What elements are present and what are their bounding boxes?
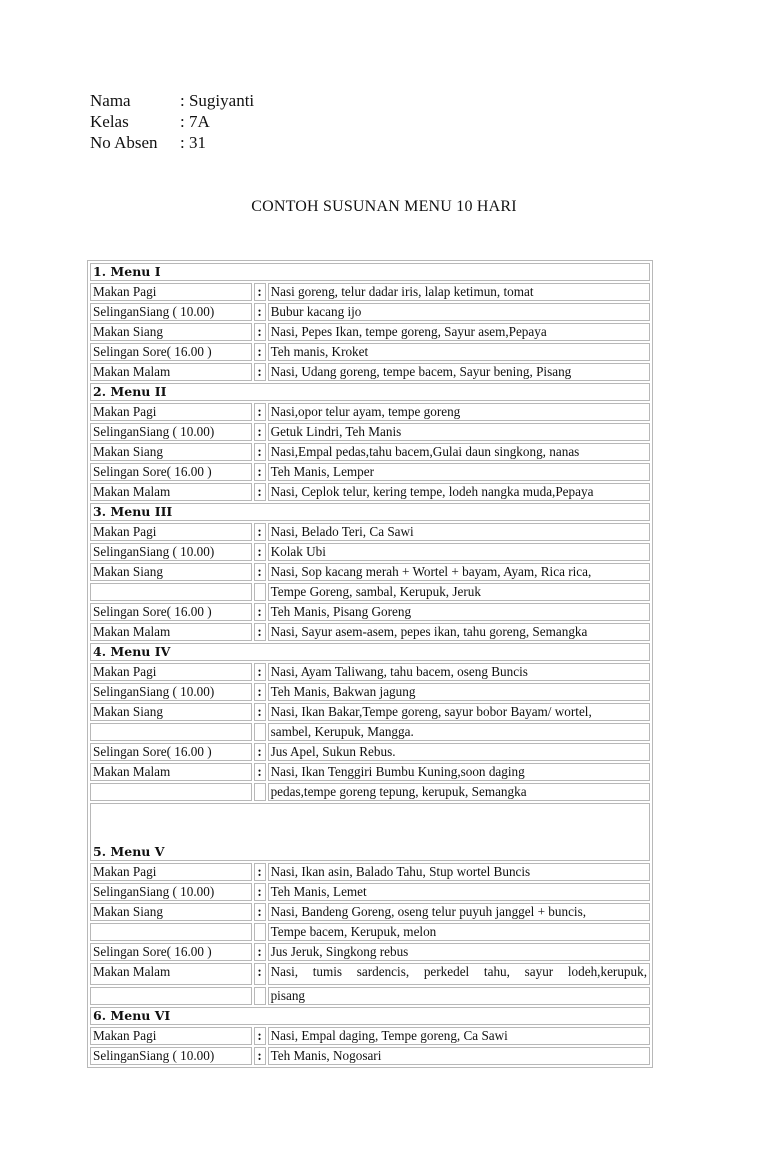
separator: : [254, 283, 266, 301]
meal-label: Makan Pagi [90, 403, 252, 421]
meal-label: Selingan Sore( 16.00 ) [90, 943, 252, 961]
page-title: CONTOH SUSUNAN MENU 10 HARI [251, 198, 517, 215]
menu-table [87, 260, 653, 1068]
meal-label [90, 583, 252, 601]
student-info [90, 90, 254, 153]
food-text: Nasi, Bandeng Goreng, oseng telur puyuh janggel + buncis, [268, 903, 650, 921]
meal-label: Makan Pagi [90, 663, 252, 681]
table-row [90, 723, 650, 741]
student-class-row [90, 111, 254, 132]
meal-label: Selingan Sore( 16.00 ) [90, 343, 252, 361]
food-text: Nasi, Ikan Bakar,Tempe goreng, sayur bobor Bayam/ wortel, [268, 703, 650, 721]
separator: : [254, 343, 266, 361]
food-text: Nasi, Empal daging, Tempe goreng, Ca Sawi [268, 1027, 650, 1045]
menu-heading: 2. Menu II [90, 383, 650, 401]
food-text: Nasi, Ikan asin, Balado Tahu, Stup wortel Buncis [268, 863, 650, 881]
separator [254, 723, 266, 741]
food-text: Teh Manis, Pisang Goreng [268, 603, 650, 621]
table-row [90, 663, 650, 681]
table-row [90, 923, 650, 941]
food-text: Tempe Goreng, sambal, Kerupuk, Jeruk [268, 583, 650, 601]
separator: : [254, 423, 266, 441]
meal-label: Makan Malam [90, 963, 252, 985]
table-row [90, 363, 650, 381]
separator: : [254, 663, 266, 681]
food-text: pedas,tempe goreng tepung, kerupuk, Semangka [268, 783, 650, 801]
menu-heading: 1. Menu I [90, 263, 650, 281]
class-label: Kelas [90, 112, 129, 131]
food-text: Nasi, Belado Teri, Ca Sawi [268, 523, 650, 541]
separator: : [254, 463, 266, 481]
food-text: Jus Jeruk, Singkong rebus [268, 943, 650, 961]
separator: : [254, 403, 266, 421]
table-row [90, 987, 650, 1005]
table-row [90, 783, 650, 801]
meal-label: Makan Siang [90, 323, 252, 341]
meal-label: Makan Siang [90, 563, 252, 581]
food-text: Nasi, Ceplok telur, kering tempe, lodeh nangka muda,Pepaya [268, 483, 650, 501]
section-header-row [90, 503, 650, 521]
food-text: Nasi,Empal pedas,tahu bacem,Gulai daun singkong, nanas [268, 443, 650, 461]
meal-label: Makan Siang [90, 703, 252, 721]
food-text: Nasi, tumis sardencis, perkedel tahu, sayur lodeh,kerupuk, [268, 963, 650, 985]
food-text: Teh Manis, Lemet [268, 883, 650, 901]
table-row [90, 863, 650, 881]
table-row [90, 683, 650, 701]
table-row [90, 963, 650, 985]
section-header-row [90, 383, 650, 401]
table-row [90, 423, 650, 441]
separator: : [254, 883, 266, 901]
separator: : [254, 1027, 266, 1045]
meal-label: SelinganSiang ( 10.00) [90, 303, 252, 321]
food-text: Teh Manis, Lemper [268, 463, 650, 481]
separator: : [254, 1047, 266, 1065]
meal-label: Makan Pagi [90, 283, 252, 301]
menu-heading: 3. Menu III [90, 503, 650, 521]
food-text: Nasi,opor telur ayam, tempe goreng [268, 403, 650, 421]
food-text: Getuk Lindri, Teh Manis [268, 423, 650, 441]
meal-label: Makan Malam [90, 483, 252, 501]
meal-label: Makan Malam [90, 363, 252, 381]
separator: : [254, 683, 266, 701]
food-text: Kolak Ubi [268, 543, 650, 561]
food-text: Jus Apel, Sukun Rebus. [268, 743, 650, 761]
table-row [90, 543, 650, 561]
table-row [90, 943, 650, 961]
food-text: Bubur kacang ijo [268, 303, 650, 321]
section-header-row [90, 263, 650, 281]
separator: : [254, 963, 266, 985]
section-header-row [90, 803, 650, 861]
food-text: Teh manis, Kroket [268, 343, 650, 361]
meal-label: Selingan Sore( 16.00 ) [90, 603, 252, 621]
separator: : [254, 523, 266, 541]
separator: : [254, 483, 266, 501]
meal-label [90, 923, 252, 941]
meal-label: Makan Siang [90, 443, 252, 461]
food-text: Nasi, Ikan Tenggiri Bumbu Kuning,soon daging [268, 763, 650, 781]
table-row [90, 1047, 650, 1065]
meal-label: Makan Malam [90, 623, 252, 641]
separator: : [254, 763, 266, 781]
meal-label: SelinganSiang ( 10.00) [90, 683, 252, 701]
table-row [90, 583, 650, 601]
name-value: : Sugiyanti [180, 91, 255, 110]
separator [254, 783, 266, 801]
table-row [90, 343, 650, 361]
separator: : [254, 903, 266, 921]
meal-label: SelinganSiang ( 10.00) [90, 543, 252, 561]
meal-label: SelinganSiang ( 10.00) [90, 1047, 252, 1065]
table-row [90, 623, 650, 641]
menu-heading: 5. Menu V [90, 803, 650, 861]
section-header-row [90, 643, 650, 661]
table-row [90, 1027, 650, 1045]
student-name-row [90, 90, 254, 111]
class-value: : 7A [180, 112, 210, 131]
separator: : [254, 563, 266, 581]
table-row [90, 463, 650, 481]
food-text: Nasi, Ayam Taliwang, tahu bacem, oseng Buncis [268, 663, 650, 681]
separator: : [254, 943, 266, 961]
meal-label: Makan Pagi [90, 1027, 252, 1045]
food-text: Nasi, Sop kacang merah + Wortel + bayam, Ayam, Rica rica, [268, 563, 650, 581]
food-text: Nasi, Sayur asem-asem, pepes ikan, tahu goreng, Semangka [268, 623, 650, 641]
meal-label: SelinganSiang ( 10.00) [90, 423, 252, 441]
food-text: sambel, Kerupuk, Mangga. [268, 723, 650, 741]
separator: : [254, 623, 266, 641]
table-row [90, 563, 650, 581]
table-row [90, 323, 650, 341]
meal-label: Makan Malam [90, 763, 252, 781]
name-label: Nama [90, 91, 131, 110]
table-row [90, 283, 650, 301]
meal-label [90, 987, 252, 1005]
table-row [90, 743, 650, 761]
meal-label: Makan Siang [90, 903, 252, 921]
table-row [90, 703, 650, 721]
separator: : [254, 703, 266, 721]
separator: : [254, 743, 266, 761]
meal-label [90, 723, 252, 741]
menu-heading: 4. Menu IV [90, 643, 650, 661]
meal-label: Selingan Sore( 16.00 ) [90, 463, 252, 481]
separator: : [254, 863, 266, 881]
table-row [90, 303, 650, 321]
separator [254, 583, 266, 601]
food-text: Nasi goreng, telur dadar iris, lalap ketimun, tomat [268, 283, 650, 301]
section-header-row [90, 1007, 650, 1025]
food-text: pisang [268, 987, 650, 1005]
table-row [90, 483, 650, 501]
food-text: Teh Manis, Nogosari [268, 1047, 650, 1065]
table-row [90, 443, 650, 461]
table-row [90, 883, 650, 901]
separator [254, 923, 266, 941]
food-text: Nasi, Udang goreng, tempe bacem, Sayur bening, Pisang [268, 363, 650, 381]
table-row [90, 603, 650, 621]
table-row [90, 523, 650, 541]
table-row [90, 903, 650, 921]
absen-label: No Absen [90, 133, 158, 152]
meal-label [90, 783, 252, 801]
meal-label: Makan Pagi [90, 863, 252, 881]
food-text: Tempe bacem, Kerupuk, melon [268, 923, 650, 941]
absen-value: : 31 [180, 133, 206, 152]
table-row [90, 403, 650, 421]
separator: : [254, 543, 266, 561]
separator: : [254, 363, 266, 381]
food-text: Nasi, Pepes Ikan, tempe goreng, Sayur asem,Pepaya [268, 323, 650, 341]
separator: : [254, 303, 266, 321]
separator: : [254, 603, 266, 621]
food-text: Teh Manis, Bakwan jagung [268, 683, 650, 701]
student-absen-row [90, 132, 254, 153]
table-row [90, 763, 650, 781]
menu-heading: 6. Menu VI [90, 1007, 650, 1025]
separator: : [254, 443, 266, 461]
meal-label: Makan Pagi [90, 523, 252, 541]
meal-label: SelinganSiang ( 10.00) [90, 883, 252, 901]
meal-label: Selingan Sore( 16.00 ) [90, 743, 252, 761]
separator [254, 987, 266, 1005]
separator: : [254, 323, 266, 341]
